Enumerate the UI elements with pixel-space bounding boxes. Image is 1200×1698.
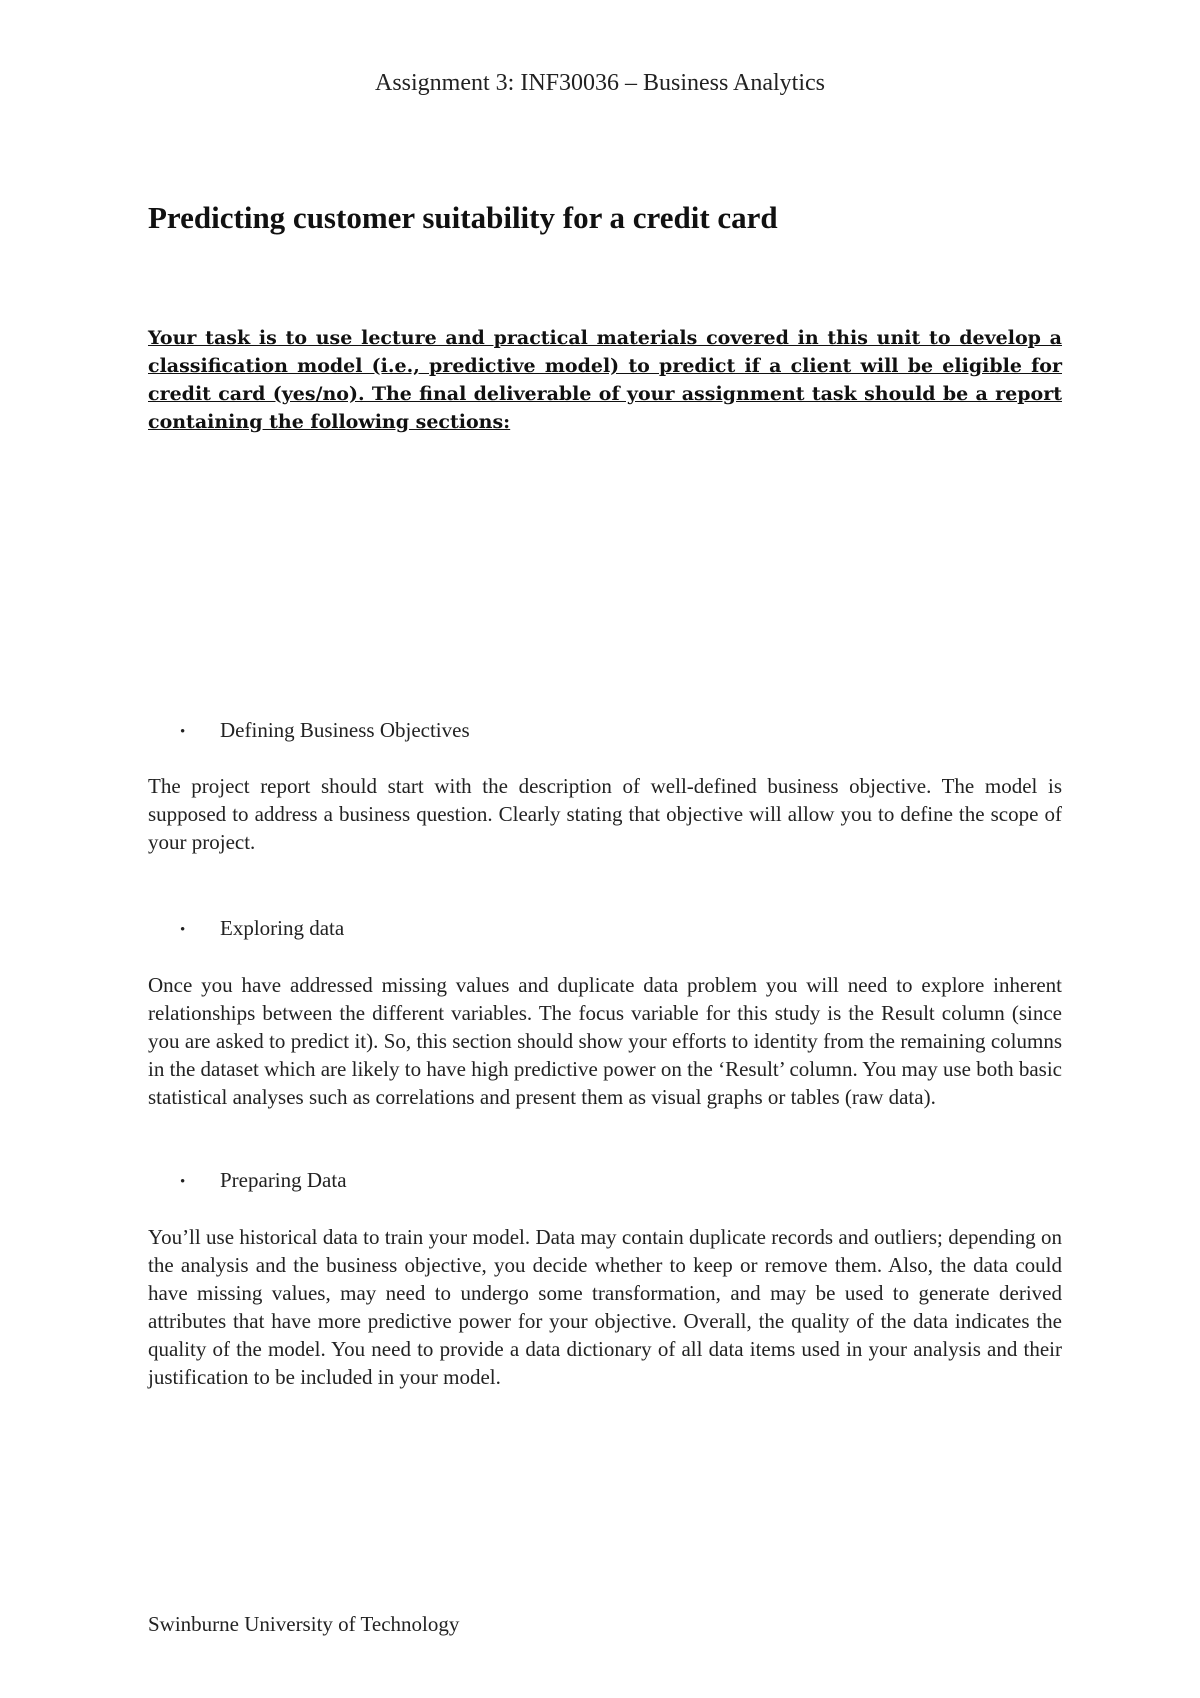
section-body-preparing-data: You’ll use historical data to train your model. Data may contain duplicate records and outliers; depending on the analysis and the business objective, you decide whether to keep or remove them. Also, the data could have missing values, may need to undergo some transformation, and may be used to generate derived attributes that have more predictive power for your objective. Overall, the quality of the data indicates the quality of the model. You need to provide a data dictionary of all data items used in your analysis and their justification to be included in your model. xyxy=(148,1225,1062,1389)
section-heading-business-objectives xyxy=(180,718,470,743)
section-body-business-objectives: The project report should start with the description of well-defined business objective. The model is supposed to address a business question. Clearly stating that objective will allow you to define the scope of your project. xyxy=(148,774,1062,854)
bullet-icon: • xyxy=(180,1173,186,1190)
section-heading-label: Exploring data xyxy=(220,916,345,940)
task-description: Your task is to use lecture and practical materials covered in this unit to develop a classification model (i.e., predictive model) to predict if a client will be eligible for credit card (yes/no). The final deliverable of your assignment task should be a report containing the following sections: xyxy=(148,327,1062,433)
page-header: Assignment 3: INF30036 – Business Analytics xyxy=(374,70,825,96)
bullet-icon: • xyxy=(180,921,186,938)
section-heading-preparing-data xyxy=(180,1168,347,1193)
section-heading-label: Defining Business Objectives xyxy=(220,718,470,742)
section-heading-label: Preparing Data xyxy=(220,1168,347,1192)
document-title: Predicting customer suitability for a credit card xyxy=(148,200,778,235)
section-body-exploring-data: Once you have addressed missing values and duplicate data problem you will need to explore inherent relationships between the different variables. The focus variable for this study is the Result column (since you are asked to predict it). So, this section should show your efforts to identity from the remaining columns in the dataset which are likely to have high predictive power on the ‘Result’ column. You may use both basic statistical analyses such as correlations and present them as visual graphs or tables (raw data). xyxy=(148,973,1062,1109)
bullet-icon: • xyxy=(180,723,186,740)
page-footer: Swinburne University of Technology xyxy=(148,1612,460,1636)
section-heading-exploring-data xyxy=(180,916,344,941)
